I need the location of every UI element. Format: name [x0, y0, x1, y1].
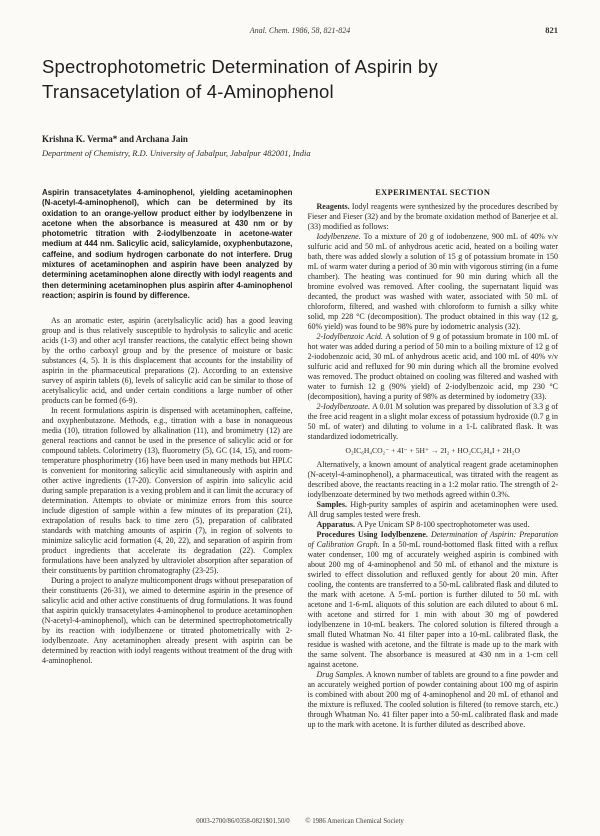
run-in-heading: Reagents.: [316, 202, 352, 211]
paragraph: 2-Iodylbenzoic Acid. A solution of 9 g of potassium bromate in 100 mL of hot water was added during a period of 50 min to a boiling mixture of 12 g of 2-iodobenzoic acid, 30 mL of anhydrous acetic acid, and 100 mL of 40% v/v sulfuric acid and refluxed for 90 min during which all the bromine evolved was removed. The product obtained on cooling was filtered and washed with water to furnish 12 g (90% yield) of 2-iodylbenzoic acid, mp 230 °C (decomposition), having a purity of 98% as determined by iodometry (33).: [307, 332, 558, 401]
run-in-subheading: Determination of Aspirin: Preparation of Calibration Graph.: [307, 530, 558, 549]
paragraph: In recent formulations aspirin is dispensed with acetaminophen, caffeine, and oxyphenbutazone. Methods, e.g., titration with a base in nonaqueous media (10), titration followed by alkalination (11), and bromimetry (12) are general reactions and cannot be used in the presence of salicylic acid or for compound tablets. Colorimetry (13), fluorometry (5), GC (14, 15), and room-temperature phosphorimetry (16) have been used in many methods but HPLC is convenient for monitoring salicylic acid simultaneously with aspirin and other active ingredients (17-20). Conversion of aspirin into salicylic acid during sample preparation is a vexing problem and it can limit the accuracy of determination. Attempts to obviate or minimize errors from this source include digestion of sample within a few minutes of its preparation (21), extrapolation of results back to time zero (5), preparation of calibrated standards with matching amounts of aspirin (7), in region of solvents to minimize salicylic acid formation (4, 20, 22), and separation of aspirin from product ingredients that accelerate its degradation (22). Complex formulations have been analyzed by ultraviolet absorption after separation of their constituents by partition chromatography (23-25).: [42, 406, 293, 576]
byline: [42, 134, 558, 158]
paper-title-line-2: Transacetylation of 4-Aminophenol: [42, 81, 334, 102]
page-number: 821: [545, 25, 558, 35]
abstract: Aspirin transacetylates 4-aminophenol, yielding acetaminophen (N-acetyl-4-aminophenol), which can be determined by its oxidation to an orange-yellow product either by iodylbenzene in acetone when the absorbance is measured at 430 nm or by photometric titration with 2-iodylbenzoate in acetone-water medium at 444 nm. Salicylic acid, salicylamide, oxyphenbutazone, caffeine, and sodium hydrogen carbonate do not interfere. Drug mixtures of acetaminophen and aspirin have been analyzed by determining acetaminophen alone directly with iodyl reagents and then determining acetaminophen plus aspirin after 4-aminophenol reaction; aspirin is found by difference.: [42, 188, 293, 300]
paragraph: Iodylbenzene. To a mixture of 20 g of iodobenzene, 900 mL of 40% v/v sulfuric acid and 50 mL of anhydrous acetic acid, heated on a boiling water bath, there was added slowly a solution of 15 g of potassium bromate in 150 mL of warm water during a period of 30 min with vigorous stirring (in a fume chamber). The heating was continued for 90 min during which all the bromine evolved was removed. After cooling, the supernatant liquid was decanted, the product was washed with water, associated with 50 mL of chloroform, filtered, and washed with chloroform to furnish a silky white solid, mp 228 °C (decomposition). The product obtained in this way (12 g, 60% yield) was found to be 98% pure by iodometric analysis (32).: [307, 232, 558, 331]
footer-article-code: 0003-2700/86/0358-0821$01.50/0: [196, 818, 290, 825]
paper-title: [42, 54, 542, 104]
running-head: [42, 26, 558, 35]
paragraph: 2-Iodylbenzoate. A 0.01 M solution was prepared by dissolution of 3.3 g of the free acid reagent in a slight molar excess of potassium hydroxide (0.7 g in 50 mL of water) and diluting to volume in a 1-L calibrated flask. It was standardized iodometrically.: [307, 402, 558, 441]
two-column-body: [42, 188, 558, 808]
paragraph: Drug Samples. A known number of tablets are ground to a fine powder and an accurately weighed portion of powder containing about 100 mg of aspirin is combined with about 200 mg of 4-aminophenol and 20 mL of ethanol and the mixture is refluxed. The cooled solution is filtered (to remove starch, etc.) through Whatman No. 41 filter paper into a 50-mL calibrated flask and made up to the mark with acetone. It is further diluted as described above.: [307, 670, 558, 729]
right-column: [308, 188, 559, 808]
paper-title-line-1: Spectrophotometric Determination of Aspirin by: [42, 56, 438, 77]
run-in-heading: Procedures Using Iodylbenzene.: [316, 530, 431, 539]
page-footer: [42, 818, 558, 825]
run-in-subheading: 2-Iodylbenzoic Acid.: [316, 332, 386, 341]
run-in-subheading: Iodylbenzene.: [316, 232, 364, 241]
run-in-heading: Samples.: [316, 500, 351, 509]
run-in-subheading: Drug Samples.: [316, 670, 367, 679]
right-column-paragraphs: [308, 202, 559, 730]
journal-citation: Anal. Chem. 1986, 58, 821-824: [249, 26, 351, 35]
paragraph: During a project to analyze multicomponent drugs without preseparation of their constituents (26-31), we aimed to determine aspirin in the presence of salicylic acid and other active constituents of drug formulations. It was found that aspirin quickly transacetylates 4-aminophenol to produce acetaminophen (N-acetyl-4-aminophenol), which can be determined spectrophotometrically by its reaction with iodylbenzene or titrated photometrically with 2-iodylbenzoate. Any acetaminophen already present with aspirin can be determined by reaction with iodyl reagents without treatment of the drug with 4-aminophenol.: [42, 576, 293, 666]
left-column-paragraphs: [42, 316, 293, 666]
footer-copyright: © 1986 American Chemical Society: [305, 818, 404, 825]
paragraph: Samples. High-purity samples of aspirin and acetaminophen were used. All drug samples tested were fresh.: [307, 500, 558, 519]
paragraph: As an aromatic ester, aspirin (acetylsalicylic acid) has a good leaving group and is thus relatively susceptible to hydrolysis to salicylic and acetic acids (1-3) and other acyl transfer reactions, the catalytic effect being shown by the ortho carboxyl group and by the presence of moisture or basic substances (4, 5). It is this displacement that accounts for the instability of aspirin in the pharmaceutical preparations (2). According to an extensive survey of aspirin tablets (6), levels of salicylic acid can be similar to those of acetylsalicylic acid, and under certain conditions a large number of other products can be formed (6-9).: [42, 316, 293, 406]
paragraph: Alternatively, a known amount of analytical reagent grade acetaminophen (N-acetyl-4-aminophenol), a pharmaceutical, was titrated with the reagent as described above, the reactants reacting in a 1:2 molar ratio. The strength of 2-iodylbenzoate determined by two methods agreed within 0.3%.: [307, 460, 558, 499]
section-heading-experimental: EXPERIMENTAL SECTION: [375, 188, 491, 197]
affiliation: Department of Chemistry, R.D. University of Jabalpur, Jabalpur 482001, India: [42, 148, 311, 158]
paragraph: Reagents. Iodyl reagents were synthesized by the procedures described by Fieser and Fieser (32) and by the bromate oxidation method of Banerjee et al. (33) modified as follows:: [307, 202, 558, 231]
authors: Krishna K. Verma* and Archana Jain: [42, 134, 188, 144]
paragraph: Apparatus. A Pye Unicam SP 8-100 spectrophotometer was used.: [316, 520, 530, 529]
paragraph: Procedures Using Iodylbenzene. Determination of Aspirin: Preparation of Calibration Graph. In a 50-mL round-bottomed flask fitted with a reflux water condenser, 100 mg of accurately weighed aspirin is combined with about 200 mg of 4-aminophenol and 50 mL of ethanol and the mixture is swirled to effect dissolution and refluxed gently for about 20 min. After cooling, the contents are transferred to a 50-mL calibrated flask and diluted to the mark with acetone. A 5-mL portion is further diluted to 50 mL with acetone and 1-6-mL aliquots of this solution are each diluted to about 6 mL with acetone and stirred for 1 min with about 30 mg of powdered iodylbenzene in 10-mL beakers. The colored solution is filtered through a small fluted Whatman No. 41 filter paper into a 10-mL calibrated flask, the residue is washed with acetone, and the filtrate is made up to the mark with the same solvent. The absorbance is measured at 430 nm in a 1-cm cell against acetone.: [307, 530, 558, 669]
run-in-subheading: 2-Iodylbenzoate.: [316, 402, 373, 411]
chemical-equation: O₂IC₆H₄CO₂⁻ + 4I⁻ + 5H⁺ → 2I₂ + HO₂CC₆H₄I + 2H₂O: [345, 446, 520, 455]
left-column: [42, 188, 293, 808]
run-in-heading: Apparatus.: [316, 520, 357, 529]
